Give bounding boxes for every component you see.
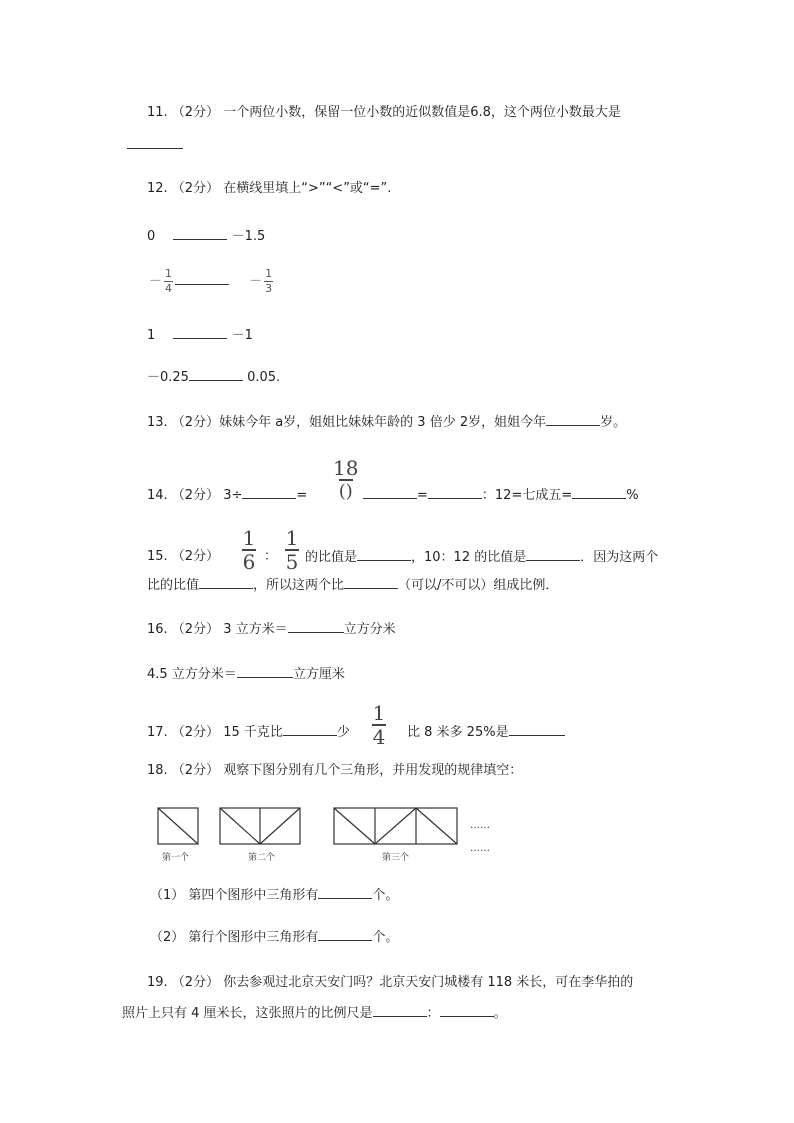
q15-t3: ．因为这两个 (580, 550, 659, 565)
q17-start (147, 723, 350, 742)
q17-blank-1[interactable] (283, 723, 337, 736)
q18-figure (150, 800, 500, 870)
q18-fig1-label: 第一个 (162, 853, 190, 863)
q18-dots-1: …… (470, 820, 490, 831)
q18-blank-1[interactable] (318, 886, 372, 899)
q15-blank-2[interactable] (526, 548, 580, 561)
q12-row3 (147, 326, 253, 345)
q17-suffix: 比 8 米多 25%是 (407, 725, 509, 740)
q18-figure-3 (334, 808, 457, 844)
q12-text: 12. （2分） 在横线里填上“>”“<”或“=”. (147, 181, 392, 196)
q14-fraction: 18 () (333, 456, 359, 502)
q19-blank-1[interactable] (373, 1004, 427, 1017)
q14-blank-3[interactable] (428, 486, 482, 499)
q19-blank-2[interactable] (440, 1004, 494, 1017)
q17-fraction: 1 4 (372, 701, 386, 749)
q12-row1-blank[interactable] (173, 227, 227, 240)
q15-line2 (147, 576, 558, 595)
q12-fraction-2: $\frac{1}{3}$ (265, 267, 273, 295)
q15-line2-a: 比的比值 (147, 578, 200, 593)
q13-blank[interactable] (546, 413, 600, 426)
q18-dots-2: …… (470, 843, 490, 854)
q12-row2 (149, 267, 275, 297)
q18-sub1 (150, 886, 398, 905)
q14-eq2: = (417, 488, 428, 503)
q15-line2-c: （可以/不可以）组成比例． (398, 578, 559, 593)
q16-line1-a: 16. （2分） 3 立方米＝ (147, 622, 288, 637)
q15-blank-1[interactable] (357, 548, 411, 561)
q14-rest (363, 486, 639, 505)
q12-row1-left: 0 (147, 229, 156, 244)
q15-fraction-1: 1 6 (242, 526, 256, 574)
q12-row3-right: －1 (231, 328, 253, 343)
q12-fraction-1: $\frac{1}{4}$ (165, 267, 173, 295)
q12-row4-left: －0.25 (147, 370, 189, 385)
q14-prefix: 14. （2分） 3÷ (147, 488, 243, 503)
q15-colon: ： (264, 549, 278, 564)
q15-t2: ，10：12 的比值是 (411, 550, 527, 565)
q16-line1-b: 立方分米 (343, 622, 396, 637)
q18-sub1-a: （1） 第四个图形中三角形有 (150, 888, 319, 903)
q19-line2 (122, 1004, 507, 1023)
q11-text: 11. （2分） 一个两位小数，保留一位小数的近似数值是6.8，这个两位小数最大是 (147, 105, 621, 120)
q15-prefix: 15. （2分） (147, 549, 220, 564)
q14-pct: % (626, 488, 639, 503)
q19-line2-b: ： (426, 1006, 440, 1021)
q12-row3-blank[interactable] (173, 326, 227, 339)
q19-line1: 19. （2分） 你去参观过北京天安门吗？北京天安门城楼有 118 米长，可在李华拍的 (147, 975, 634, 990)
q12-row3-left: 1 (147, 328, 156, 343)
q14-blank-2[interactable] (363, 486, 417, 499)
q14-ratio: ：12=七成五= (481, 488, 573, 503)
q15-fraction-2: 1 5 (285, 526, 299, 574)
q18-sub2-a: （2） 第行个图形中三角形有 (150, 930, 319, 945)
q14-blank-1[interactable] (242, 486, 296, 499)
q12-row2-minus2: － (249, 274, 263, 289)
q19-line2-c: 。 (493, 1006, 507, 1021)
q16-line2-a: 4.5 立方分米＝ (147, 667, 237, 682)
q12-row4-right: 0.05. (247, 370, 281, 385)
q15-blank-4[interactable] (344, 576, 398, 589)
q17-blank-2[interactable] (509, 723, 565, 736)
q12-row4 (147, 368, 280, 387)
q16-line1 (147, 620, 396, 639)
q16-blank-2[interactable] (237, 665, 293, 678)
q16-line2 (147, 665, 345, 684)
q18-sub1-b: 个。 (372, 888, 399, 903)
q13-suffix: 岁。 (600, 415, 627, 430)
q12-row2-minus1: － (149, 274, 163, 289)
q18-sub2-b: 个。 (372, 930, 399, 945)
q17-end (407, 723, 565, 742)
q18-blank-2[interactable] (318, 928, 372, 941)
q17-prefix: 17. （2分） 15 千克比 (147, 725, 283, 740)
q11-blank[interactable] (127, 136, 183, 155)
q12-row4-blank[interactable] (189, 368, 243, 381)
q15-t1: 的比值是 (305, 550, 358, 565)
q18-sub2 (150, 928, 398, 947)
q18-text: 18. （2分） 观察下图分别有几个三角形，并用发现的规律填空： (147, 763, 523, 778)
q17-mid: 少 (336, 725, 350, 740)
q19-line2-a: 照片上只有 4 厘米长，这张照片的比例尺是 (122, 1006, 373, 1021)
q13 (147, 413, 626, 432)
q15-line1 (305, 548, 658, 567)
q12-row1 (147, 227, 265, 246)
q13-text: 13. （2分）妹妹今年 a岁，姐姐比妹妹年龄的 3 倍少 2岁，姐姐今年 (147, 415, 547, 430)
q16-line2-b: 立方厘米 (292, 667, 345, 682)
q14-blank-4[interactable] (572, 486, 626, 499)
q15-line2-b: ，所以这两个比 (253, 578, 345, 593)
q12-row2-blank[interactable] (175, 272, 229, 285)
q15-blank-3[interactable] (199, 576, 253, 589)
q18-fig2-label: 第二个 (248, 853, 276, 863)
q18-figure-2 (220, 808, 300, 844)
q16-blank-1[interactable] (288, 620, 344, 633)
q14 (147, 486, 307, 505)
q12-row1-right: －1.5 (231, 229, 266, 244)
q18-figure-1 (158, 808, 198, 844)
q18-fig3-label: 第三个 (382, 853, 410, 863)
q14-eq1: = (296, 488, 308, 503)
